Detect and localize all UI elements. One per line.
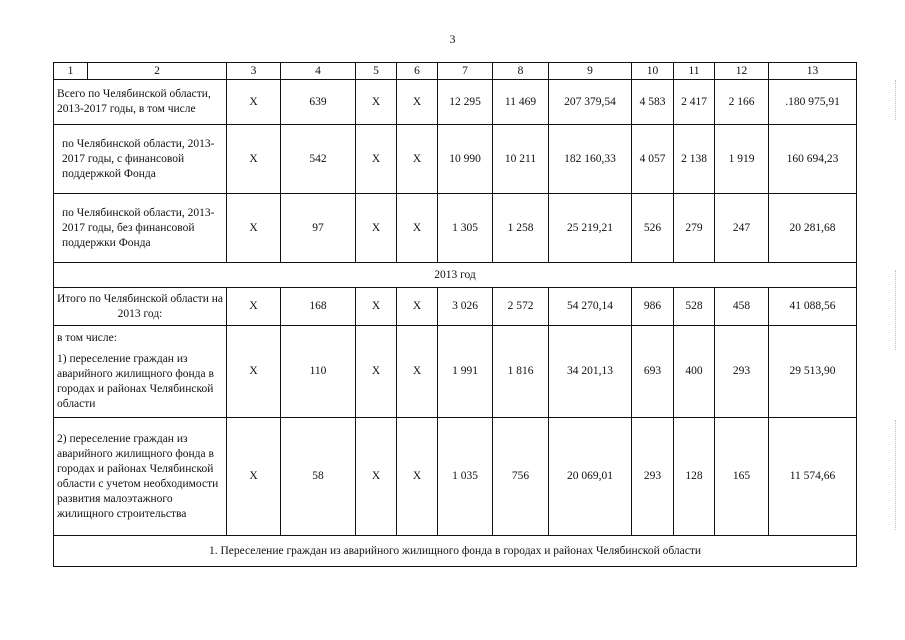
- header-cell: 12: [715, 63, 769, 80]
- table-cell: 10 990: [438, 125, 493, 194]
- header-cell: 10: [632, 63, 674, 80]
- table-cell: 207 379,54: [549, 80, 632, 125]
- scan-margin-mark: [895, 420, 899, 530]
- table-cell: Х: [397, 194, 438, 263]
- header-cell: 6: [397, 63, 438, 80]
- table-cell: 25 219,21: [549, 194, 632, 263]
- table-row: [54, 418, 857, 536]
- table-cell: 528: [674, 288, 715, 326]
- table-cell: Х: [356, 194, 397, 263]
- scan-margin-mark: [895, 270, 899, 350]
- table-cell: 693: [632, 326, 674, 418]
- table-cell: 110: [281, 326, 356, 418]
- table-cell: 10 211: [493, 125, 549, 194]
- table-cell: 58: [281, 418, 356, 536]
- row-label: Итого по Челябинской области на 2013 год:: [54, 288, 227, 326]
- header-cell: 4: [281, 63, 356, 80]
- table-cell: Х: [397, 125, 438, 194]
- table-cell: .180 975,91: [769, 80, 857, 125]
- table-cell: Х: [356, 418, 397, 536]
- table-cell: Х: [397, 80, 438, 125]
- table-cell: 41 088,56: [769, 288, 857, 326]
- row-label: по Челябинской области, 2013-2017 годы, без финансовой поддержки Фонда: [54, 194, 227, 263]
- table-cell: 293: [632, 418, 674, 536]
- table-row: [54, 194, 857, 263]
- table-cell: 279: [674, 194, 715, 263]
- table-cell: 2 572: [493, 288, 549, 326]
- row-label: [54, 326, 227, 418]
- section-title: 1. Переселение граждан из аварийного жилищного фонда в городах и районах Челябинской области: [54, 536, 857, 567]
- table-cell: 2 417: [674, 80, 715, 125]
- table-cell: Х: [227, 194, 281, 263]
- row-label-text: 1) переселение граждан из аварийного жилищного фонда в городах и районах Челябинской области: [57, 353, 214, 410]
- table-cell: 4 583: [632, 80, 674, 125]
- table-cell: 11 574,66: [769, 418, 857, 536]
- table-cell: Х: [227, 418, 281, 536]
- table-cell: Х: [227, 80, 281, 125]
- table-cell: 1 816: [493, 326, 549, 418]
- header-cell: 7: [438, 63, 493, 80]
- table-cell: 97: [281, 194, 356, 263]
- page-number: 3: [449, 32, 456, 46]
- table-row: [54, 80, 857, 125]
- table-cell: 20 281,68: [769, 194, 857, 263]
- table-cell: 4 057: [632, 125, 674, 194]
- header-cell: 1: [54, 63, 88, 80]
- table-row: [54, 326, 857, 418]
- header-cell: 5: [356, 63, 397, 80]
- table-row: [54, 288, 857, 326]
- table-cell: Х: [397, 288, 438, 326]
- table-cell: 20 069,01: [549, 418, 632, 536]
- housing-resettlement-table: [53, 62, 857, 567]
- table-cell: 986: [632, 288, 674, 326]
- header-cell: 13: [769, 63, 857, 80]
- table-cell: Х: [227, 326, 281, 418]
- table-cell: 1 991: [438, 326, 493, 418]
- table-cell: 34 201,13: [549, 326, 632, 418]
- header-cell: 2: [88, 63, 227, 80]
- scan-margin-mark: [895, 80, 899, 120]
- table-cell: 639: [281, 80, 356, 125]
- table-cell: 1 258: [493, 194, 549, 263]
- table-cell: 2 138: [674, 125, 715, 194]
- table-cell: 29 513,90: [769, 326, 857, 418]
- table-cell: 2 166: [715, 80, 769, 125]
- table-cell: 12 295: [438, 80, 493, 125]
- header-cell: 8: [493, 63, 549, 80]
- row-label-intro: в том числе:: [57, 332, 117, 344]
- section-row: [54, 263, 857, 288]
- section-year: 2013 год: [54, 263, 857, 288]
- section-row: [54, 536, 857, 567]
- table-cell: Х: [356, 125, 397, 194]
- table-cell: Х: [227, 288, 281, 326]
- table-cell: 128: [674, 418, 715, 536]
- header-cell: 9: [549, 63, 632, 80]
- table-cell: 293: [715, 326, 769, 418]
- header-cell: 11: [674, 63, 715, 80]
- table-cell: 542: [281, 125, 356, 194]
- table-cell: 1 305: [438, 194, 493, 263]
- row-label: по Челябинской области, 2013-2017 годы, с финансовой поддержкой Фонда: [54, 125, 227, 194]
- header-row: [54, 63, 857, 80]
- table-cell: 756: [493, 418, 549, 536]
- table-cell: 54 270,14: [549, 288, 632, 326]
- table-cell: 11 469: [493, 80, 549, 125]
- row-label: Всего по Челябинской области, 2013-2017 годы, в том числе: [54, 80, 227, 125]
- table-cell: Х: [356, 80, 397, 125]
- table-cell: 160 694,23: [769, 125, 857, 194]
- table-cell: 400: [674, 326, 715, 418]
- table-cell: Х: [356, 326, 397, 418]
- table-cell: 1 035: [438, 418, 493, 536]
- table-row: [54, 125, 857, 194]
- table-cell: 168: [281, 288, 356, 326]
- row-label: 2) переселение граждан из аварийного жилищного фонда в городах и районах Челябинской области с учетом необходимости развития малоэтажного жилищного строительства: [54, 418, 227, 536]
- table-cell: 3 026: [438, 288, 493, 326]
- table-cell: 526: [632, 194, 674, 263]
- table-cell: Х: [227, 125, 281, 194]
- table-cell: Х: [356, 288, 397, 326]
- header-cell: 3: [227, 63, 281, 80]
- table-cell: 165: [715, 418, 769, 536]
- table-cell: 247: [715, 194, 769, 263]
- table-cell: 182 160,33: [549, 125, 632, 194]
- table-cell: Х: [397, 326, 438, 418]
- table-cell: 458: [715, 288, 769, 326]
- table-cell: 1 919: [715, 125, 769, 194]
- table-cell: Х: [397, 418, 438, 536]
